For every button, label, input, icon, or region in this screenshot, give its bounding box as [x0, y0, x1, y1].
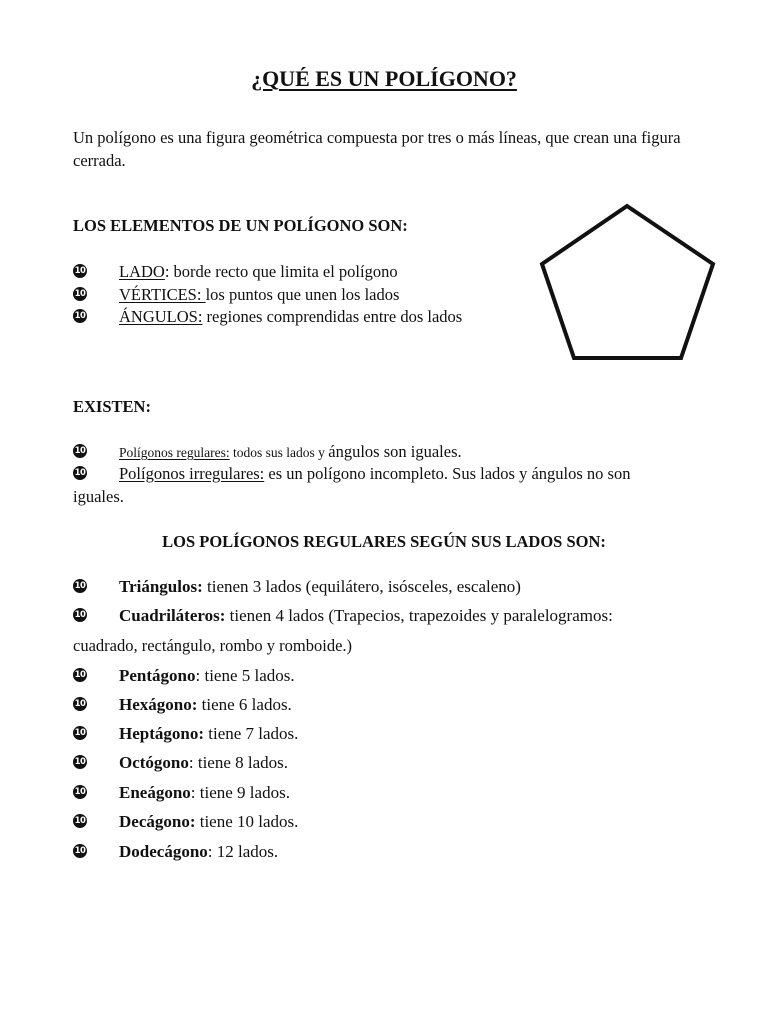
- desc-irregulares: es un polígono incompleto. Sus lados y ángulos no son: [264, 464, 631, 483]
- desc-lado: : borde recto que limita el polígono: [164, 262, 398, 281]
- numbered-bullet-icon: 10: [74, 610, 86, 620]
- desc-heptagono: tiene 7 lados.: [204, 724, 299, 743]
- numbered-bullet-icon: 10: [74, 670, 86, 680]
- term-irregulares: Polígonos irregulares:: [119, 464, 265, 483]
- desc-vertices: los puntos que unen los lados: [205, 285, 400, 304]
- desc-pentagono: : tiene 5 lados.: [195, 666, 295, 685]
- numbered-bullet-icon: 10: [74, 816, 86, 826]
- desc-decagono: tiene 10 lados.: [195, 812, 299, 831]
- term-heptagono: Heptágono:: [119, 724, 204, 743]
- numbered-bullet-icon: 10: [74, 468, 86, 478]
- desc-hexagono: tiene 6 lados.: [197, 695, 292, 714]
- desc-triangulos: tienen 3 lados (equilátero, isósceles, escaleno): [202, 577, 521, 596]
- term-octogono: Octógono: [119, 753, 189, 772]
- term-decagono: Decágono:: [119, 812, 196, 831]
- desc-dodecagono: : 12 lados.: [207, 842, 279, 861]
- irregulares-continuation: iguales.: [73, 487, 124, 506]
- pentagon-shape: [542, 206, 713, 358]
- elements-heading: LOS ELEMENTOS DE UN POLÍGONO SON:: [73, 216, 408, 235]
- term-pentagono: Pentágono: [119, 666, 196, 685]
- desc-eneagono: : tiene 9 lados.: [190, 783, 290, 802]
- desc-angulos: regiones comprendidas entre dos lados: [202, 307, 463, 326]
- numbered-bullet-icon: 10: [74, 289, 86, 299]
- numbered-bullet-icon: 10: [74, 757, 86, 767]
- desc-cuadrilateros: tienen 4 lados (Trapecios, trapezoides y paralelogramos:: [225, 606, 613, 625]
- numbered-bullet-icon: 10: [74, 446, 86, 456]
- term-lado: LADO: [119, 262, 165, 281]
- term-angulos: ÁNGULOS:: [119, 307, 203, 326]
- term-triangulos: Triángulos:: [119, 577, 203, 596]
- term-dodecagono: Dodecágono: [119, 842, 208, 861]
- numbered-bullet-icon: 10: [74, 266, 86, 276]
- regulares-heading: LOS POLÍGONOS REGULARES SEGÚN SUS LADOS SON:: [162, 532, 606, 551]
- term-cuadrilateros: Cuadriláteros:: [119, 606, 226, 625]
- numbered-bullet-icon: 10: [74, 728, 86, 738]
- numbered-bullet-icon: 10: [74, 699, 86, 709]
- intro-paragraph: Un polígono es una figura geométrica compuesta por tres o más líneas, que crean una figura cerrada.: [73, 128, 681, 170]
- desc-regulares: ángulos son iguales.: [328, 442, 462, 461]
- term-vertices: VÉRTICES:: [119, 285, 206, 304]
- numbered-bullet-icon: 10: [74, 846, 86, 856]
- numbered-bullet-icon: 10: [74, 311, 86, 321]
- numbered-bullet-icon: 10: [74, 787, 86, 797]
- desc-octogono: : tiene 8 lados.: [188, 753, 289, 772]
- cuadrilateros-continuation: cuadrado, rectángulo, rombo y romboide.): [73, 636, 353, 655]
- term-eneagono: Eneágono: [119, 783, 191, 802]
- pentagon-figure: [536, 200, 720, 366]
- term-hexagono: Hexágono:: [119, 695, 198, 714]
- existen-heading: EXISTEN:: [73, 397, 151, 416]
- numbered-bullet-icon: 10: [74, 581, 86, 591]
- term-regulares: Polígonos regulares:: [119, 445, 230, 460]
- page-title: ¿QUÉ ES UN POLÍGONO?: [251, 66, 517, 91]
- desc-regulares-small: todos sus lados y: [229, 445, 329, 460]
